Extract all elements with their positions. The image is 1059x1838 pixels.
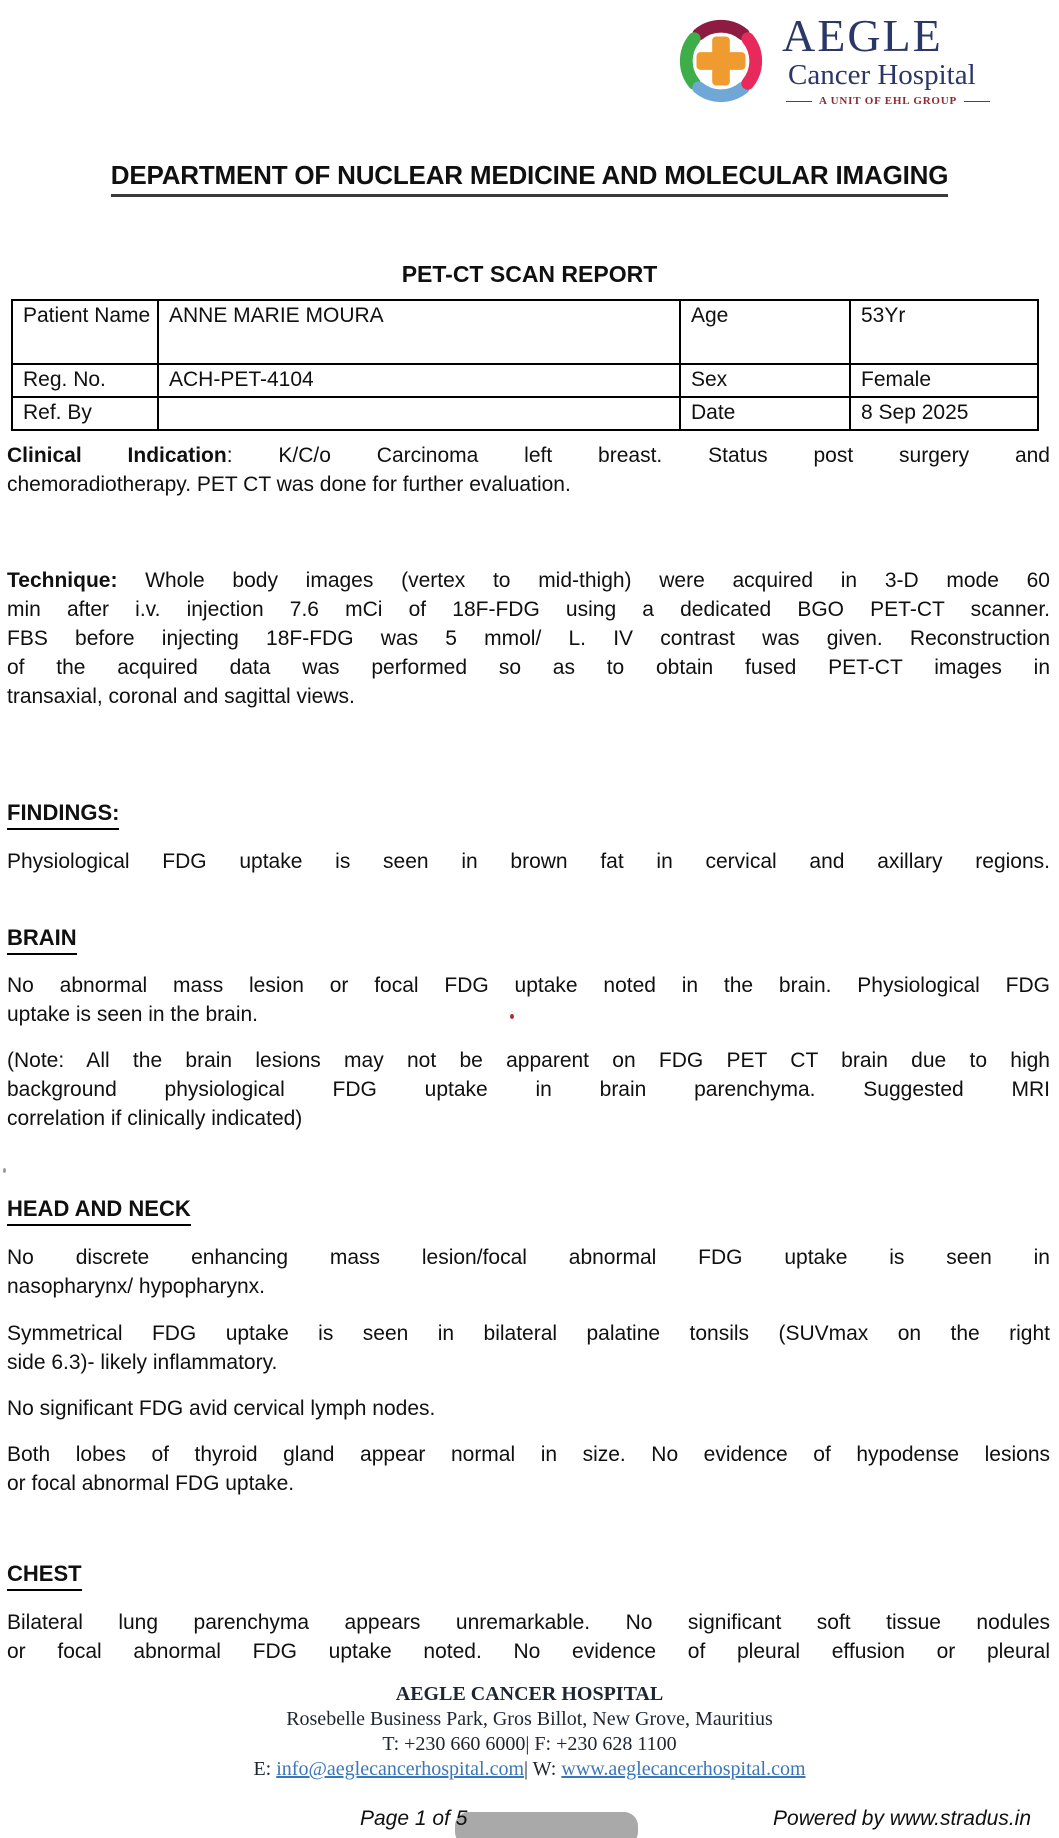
- gray-redaction-blob: [455, 1812, 638, 1838]
- head-and-neck-text: or focal abnormal FDG uptake.: [7, 1472, 295, 1495]
- table-row: [12, 300, 1038, 364]
- findings-intro-paragraph: [7, 847, 1050, 876]
- technique-text: Whole body images (vertex to mid-thigh) were acquired in 3-D mode 60: [117, 569, 1050, 592]
- logo-tagline: [786, 95, 990, 107]
- footer-phone-line: T: +230 660 6000| F: +230 628 1100: [382, 1733, 677, 1755]
- brain-text: No abnormal mass lesion or focal FDG uptake noted in the brain. Physiological FDG: [7, 974, 1050, 997]
- clinical-indication-label: Clinical Indication: [7, 444, 227, 467]
- sex-label: Sex: [680, 364, 850, 397]
- powered-by-text: Powered by www.stradus.in: [773, 1807, 1031, 1830]
- head-and-neck-text: Symmetrical FDG uptake is seen in bilateral palatine tonsils (SUVmax on the right: [7, 1322, 1050, 1345]
- chest-paragraph: [7, 1608, 1050, 1666]
- tagline-dash: [964, 101, 990, 102]
- chest-text: Bilateral lung parenchyma appears unremarkable. No significant soft tissue nodules: [7, 1611, 1050, 1634]
- brain-note-text: background physiological FDG uptake in brain parenchyma. Suggested MRI: [7, 1078, 1050, 1101]
- technique-text: FBS before injecting 18F-FDG was 5 mmol/ L. IV contrast was given. Reconstruction: [7, 627, 1050, 650]
- contact-separator: |: [524, 1758, 529, 1780]
- website-link[interactable]: www.aeglecancerhospital.com: [561, 1758, 806, 1780]
- technique-label: Technique:: [7, 569, 118, 592]
- reg-no-label: Reg. No.: [12, 364, 158, 397]
- head-and-neck-text: side 6.3)- likely inflammatory.: [7, 1351, 278, 1374]
- patient-name-value: ANNE MARIE MOURA: [158, 300, 680, 364]
- stray-mark-artifact: [3, 1168, 6, 1173]
- hospital-footer: [0, 1682, 1059, 1782]
- reg-no-value: ACH-PET-4104: [158, 364, 680, 397]
- footer-address: Rosebelle Business Park, Gros Billot, New Grove, Mauritius: [286, 1708, 773, 1730]
- email-label: E:: [253, 1758, 272, 1780]
- table-row: [12, 364, 1038, 397]
- clinical-indication-text: chemoradiotherapy. PET CT was done for further evaluation.: [7, 473, 571, 496]
- table-row: [12, 397, 1038, 430]
- head-and-neck-text: nasopharynx/ hypopharynx.: [7, 1275, 265, 1298]
- brain-note-text: (Note: All the brain lesions may not be apparent on FDG PET CT brain due to high: [7, 1049, 1050, 1072]
- email-link[interactable]: info@aeglecancerhospital.com: [276, 1758, 525, 1780]
- date-label: Date: [680, 397, 850, 430]
- hands-circle-cross-icon: [672, 12, 770, 110]
- head-and-neck-text: No significant FDG avid cervical lymph nodes.: [7, 1397, 436, 1420]
- head-and-neck-paragraph: [7, 1440, 1050, 1498]
- technique-paragraph: [7, 566, 1050, 711]
- age-label: Age: [680, 300, 850, 364]
- page-indicator: Page 1 of 5: [360, 1807, 468, 1830]
- logo-brand-name: AEGLE: [782, 10, 943, 61]
- brain-note-text: correlation if clinically indicated): [7, 1107, 303, 1130]
- chest-heading: CHEST: [7, 1561, 82, 1591]
- ref-by-label: Ref. By: [12, 397, 158, 430]
- head-and-neck-text: Both lobes of thyroid gland appear normal in size. No evidence of hypodense lesions: [7, 1443, 1050, 1466]
- head-and-neck-paragraph: [7, 1319, 1050, 1377]
- sex-value: Female: [850, 364, 1038, 397]
- tagline-dash: [786, 101, 812, 102]
- department-title: DEPARTMENT OF NUCLEAR MEDICINE AND MOLECULAR IMAGING: [0, 160, 1059, 197]
- findings-intro-text: Physiological FDG uptake is seen in brown fat in cervical and axillary regions.: [7, 850, 1050, 873]
- clinical-indication-paragraph: [7, 441, 1050, 499]
- clinical-indication-text: : K/C/o Carcinoma left breast. Status post surgery and: [226, 444, 1050, 467]
- date-value: 8 Sep 2025: [850, 397, 1038, 430]
- head-and-neck-paragraph: [7, 1394, 1050, 1423]
- findings-heading: FINDINGS:: [7, 800, 119, 830]
- chest-text: or focal abnormal FDG uptake noted. No evidence of pleural effusion or pleural: [7, 1640, 1050, 1663]
- hospital-logo: [672, 12, 990, 110]
- ref-by-value: [158, 397, 680, 430]
- patient-name-label: Patient Name: [12, 300, 158, 364]
- website-label: W:: [532, 1758, 557, 1780]
- age-value: 53Yr: [850, 300, 1038, 364]
- tagline-text: A UNIT OF EHL GROUP: [819, 95, 958, 107]
- head-and-neck-heading: HEAD AND NECK: [7, 1196, 191, 1226]
- footer-contact-line: [0, 1757, 1059, 1782]
- footer-hospital-name: AEGLE CANCER HOSPITAL: [395, 1683, 664, 1705]
- head-and-neck-paragraph: [7, 1243, 1050, 1301]
- brain-text: uptake is seen in the brain.: [7, 1003, 258, 1026]
- brain-paragraph: [7, 971, 1050, 1029]
- technique-text: of the acquired data was performed so as to obtain fused PET-CT images in: [7, 656, 1050, 679]
- red-dot-artifact: [510, 1014, 514, 1019]
- report-title: PET-CT SCAN REPORT: [401, 261, 658, 287]
- brain-heading: BRAIN: [7, 925, 77, 955]
- head-and-neck-text: No discrete enhancing mass lesion/focal abnormal FDG uptake is seen in: [7, 1246, 1050, 1269]
- logo-subtitle: Cancer Hospital: [788, 59, 976, 91]
- patient-info-table: [11, 299, 1039, 431]
- brain-note-paragraph: [7, 1046, 1050, 1133]
- technique-text: transaxial, coronal and sagittal views.: [7, 685, 355, 708]
- technique-text: min after i.v. injection 7.6 mCi of 18F-FDG using a dedicated BGO PET-CT scanner.: [7, 598, 1050, 621]
